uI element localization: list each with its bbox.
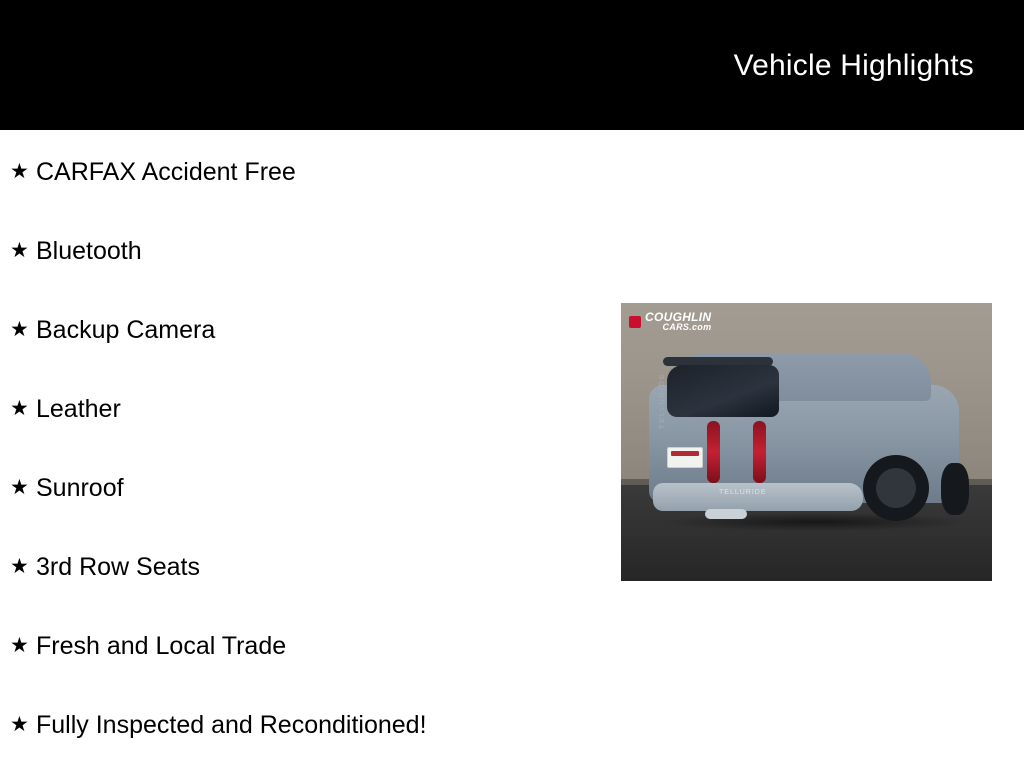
highlight-label: Fresh and Local Trade — [36, 632, 287, 660]
vehicle-rear-window — [667, 365, 779, 417]
list-item — [10, 148, 610, 196]
page-title: Vehicle Highlights — [733, 49, 974, 82]
vehicle-model-badge: TELLURIDE — [719, 489, 767, 496]
list-item — [10, 622, 610, 670]
star-icon: ★ — [10, 239, 29, 262]
highlight-label: Leather — [36, 395, 121, 423]
dealer-name: COUGHLIN — [645, 310, 712, 324]
star-icon: ★ — [10, 634, 29, 657]
header-bar — [0, 0, 1024, 130]
highlight-label: Fully Inspected and Reconditioned! — [36, 711, 427, 739]
list-item — [10, 306, 610, 354]
list-item — [10, 543, 610, 591]
vehicle-taillight-right — [753, 421, 766, 483]
star-icon: ★ — [10, 397, 29, 420]
vehicle-wheel-front — [941, 463, 969, 515]
vehicle-photo — [621, 303, 992, 581]
vehicle-rear-bumper — [653, 483, 863, 511]
suv-illustration — [649, 343, 971, 543]
dealer-watermark-text — [645, 311, 711, 332]
license-plate — [667, 447, 703, 468]
dealer-logo-icon — [629, 316, 641, 328]
list-item — [10, 701, 610, 749]
highlight-label: Sunroof — [36, 474, 124, 502]
highlight-label: 3rd Row Seats — [36, 553, 200, 581]
list-item — [10, 227, 610, 275]
vehicle-wheel-rear — [863, 455, 929, 521]
list-item — [10, 464, 610, 512]
star-icon: ★ — [10, 318, 29, 341]
star-icon: ★ — [10, 160, 29, 183]
vehicle-taillight-left — [707, 421, 720, 483]
license-plate-band — [671, 451, 699, 456]
star-icon: ★ — [10, 713, 29, 736]
vehicle-side-window — [785, 363, 917, 409]
vehicle-side-badge: TELLURIDE — [659, 372, 666, 429]
highlight-label: Bluetooth — [36, 237, 142, 265]
highlight-label: Backup Camera — [36, 316, 216, 344]
vehicle-highlights-list — [10, 148, 610, 780]
list-item — [10, 385, 610, 433]
highlight-label: CARFAX Accident Free — [36, 158, 296, 186]
dealer-watermark — [629, 311, 711, 332]
dealer-domain: CARS.com — [662, 322, 712, 332]
vehicle-exhaust — [705, 509, 747, 519]
star-icon: ★ — [10, 476, 29, 499]
star-icon: ★ — [10, 555, 29, 578]
